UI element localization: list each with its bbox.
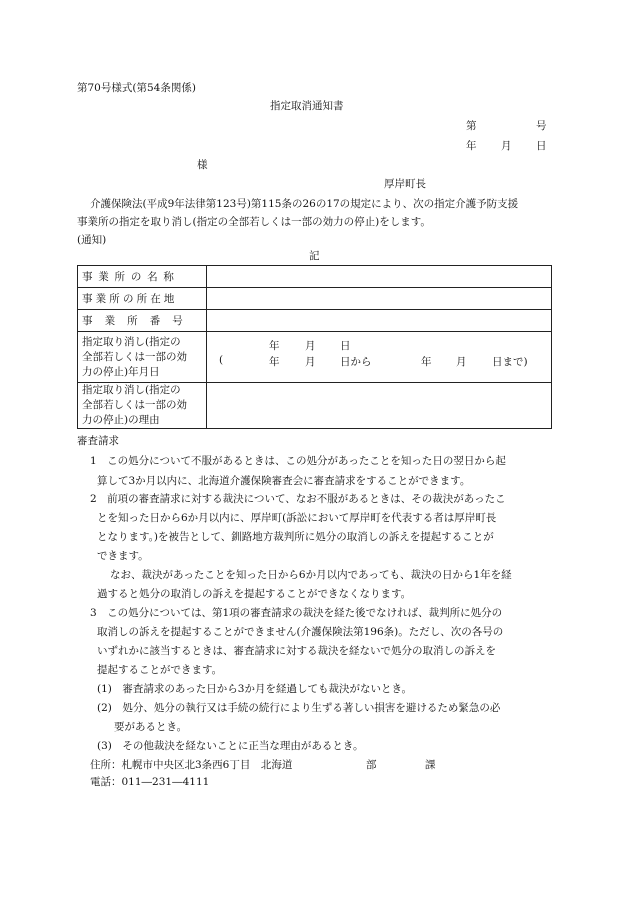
paren-open: ( xyxy=(219,354,224,366)
issuer: 厚岸町長 xyxy=(384,178,426,190)
date-year: 年 xyxy=(466,140,477,152)
sub-item-2: (2) 処分、処分の執行又は手続の続行により生ずる著しい損害を避けるため緊急の必 xyxy=(97,702,501,714)
item-2b-line: なお、裁決があったことを知った日から6か月以内であっても、裁決の日から1年を経 xyxy=(110,569,512,581)
item-2-line: 2 前項の審査請求に対する裁決について、なお不服があるときは、その裁決があったこ xyxy=(90,493,506,505)
contact-section: 課 xyxy=(425,759,436,771)
contact-department: 部 xyxy=(366,759,377,771)
recipient-suffix: 様 xyxy=(197,159,208,171)
item-1-line: 1 この処分について不服があるときは、この処分があったことを知った日の翌日から起 xyxy=(90,455,506,467)
office-number-label: 事業所番号 xyxy=(78,310,207,332)
item-2-line: できます。 xyxy=(97,550,149,562)
designation-table xyxy=(77,265,552,429)
until-year: 年 xyxy=(421,356,432,368)
form-number: 第70号様式(第54条関係) xyxy=(77,82,196,94)
notice-label: (通知) xyxy=(77,234,107,246)
office-number-value xyxy=(207,310,552,332)
office-address-label: 事業所の所在地 xyxy=(78,288,207,310)
item-2b-line: 過すると処分の取消しの訴えを提起することができなくなります。 xyxy=(97,588,412,600)
sub-item-3: (3) その他裁決を経ないことに正当な理由があるとき。 xyxy=(97,740,364,752)
date-month: 月 xyxy=(501,140,512,152)
table-row xyxy=(78,383,552,429)
number-prefix: 第 xyxy=(466,120,477,132)
item-3-line: 取消しの訴えを提起することができません(介護保険法第196条)。ただし、次の各号の xyxy=(97,626,504,638)
revocation-reason-label xyxy=(78,383,207,429)
item-2-line: となります。)を被告として、釧路地方裁判所に処分の取消しの訴えを提起することが xyxy=(97,531,494,543)
table-row xyxy=(78,332,552,383)
date-day: 日 xyxy=(536,140,547,152)
document-title: 指定取消通知書 xyxy=(270,100,344,112)
table-row xyxy=(78,288,552,310)
label-line: 力の停止)年月日 xyxy=(82,365,160,378)
until-month: 月 xyxy=(456,356,467,368)
label-line: 指定取り消し(指定の xyxy=(82,384,181,396)
label-line: 力の停止)の理由 xyxy=(82,414,160,426)
office-name-value xyxy=(207,266,552,288)
contact-address: 住所：札幌市中央区北3条西6丁目 北海道 xyxy=(90,759,293,771)
from-day: 日から xyxy=(340,356,372,368)
date-month: 月 xyxy=(305,340,316,352)
item-1-line: 算して3か月以内に、北海道介護保険審査会に審査請求をすることができます。 xyxy=(97,475,471,487)
table-row xyxy=(78,266,552,288)
date-day: 日 xyxy=(340,340,351,352)
from-month: 月 xyxy=(305,356,316,368)
label-line: 指定取り消し(指定の xyxy=(82,335,181,348)
until-day: 日まで) xyxy=(492,356,528,368)
intro-line-1: 介護保険法(平成9年法律第123号)第115条の26の17の規定により、次の指定介護予防支援 xyxy=(90,198,519,210)
label-line: 全部若しくは一部の効 xyxy=(82,399,187,411)
number-suffix: 号 xyxy=(536,120,547,132)
revocation-reason-value xyxy=(207,383,552,429)
contact-phone: 電話：011―231―4111 xyxy=(90,776,210,788)
item-2-line: とを知った日から6か月以内に、厚岸町(訴訟において厚岸町を代表する者は厚岸町長 xyxy=(97,512,497,524)
table-row xyxy=(78,310,552,332)
office-name-label: 事業所の名称 xyxy=(78,266,207,288)
from-year: 年 xyxy=(269,356,280,368)
sub-item-1: (1) 審査請求のあった日から3か月を経過しても裁決がないとき。 xyxy=(97,683,413,695)
item-3-line: 3 この処分については、第1項の審査請求の裁決を経た後でなければ、裁判所に処分の xyxy=(90,607,503,619)
sub-item-2: 要があるとき。 xyxy=(114,721,188,733)
date-year: 年 xyxy=(269,340,280,352)
label-line: 全部若しくは一部の効 xyxy=(82,350,187,363)
item-3-line: 提起することができます。 xyxy=(97,664,223,676)
review-heading: 審査請求 xyxy=(77,435,119,447)
intro-line-2: 事業所の指定を取り消し(指定の全部若しくは一部の効力の停止)をします。 xyxy=(77,216,431,228)
item-3-line: いずれかに該当するときは、審査請求に対する裁決を経ないで処分の取消しの訴えを xyxy=(97,645,496,657)
ki-label: 記 xyxy=(309,250,320,262)
revocation-date-label xyxy=(78,332,207,383)
office-address-value xyxy=(207,288,552,310)
revocation-date-value xyxy=(207,332,552,383)
